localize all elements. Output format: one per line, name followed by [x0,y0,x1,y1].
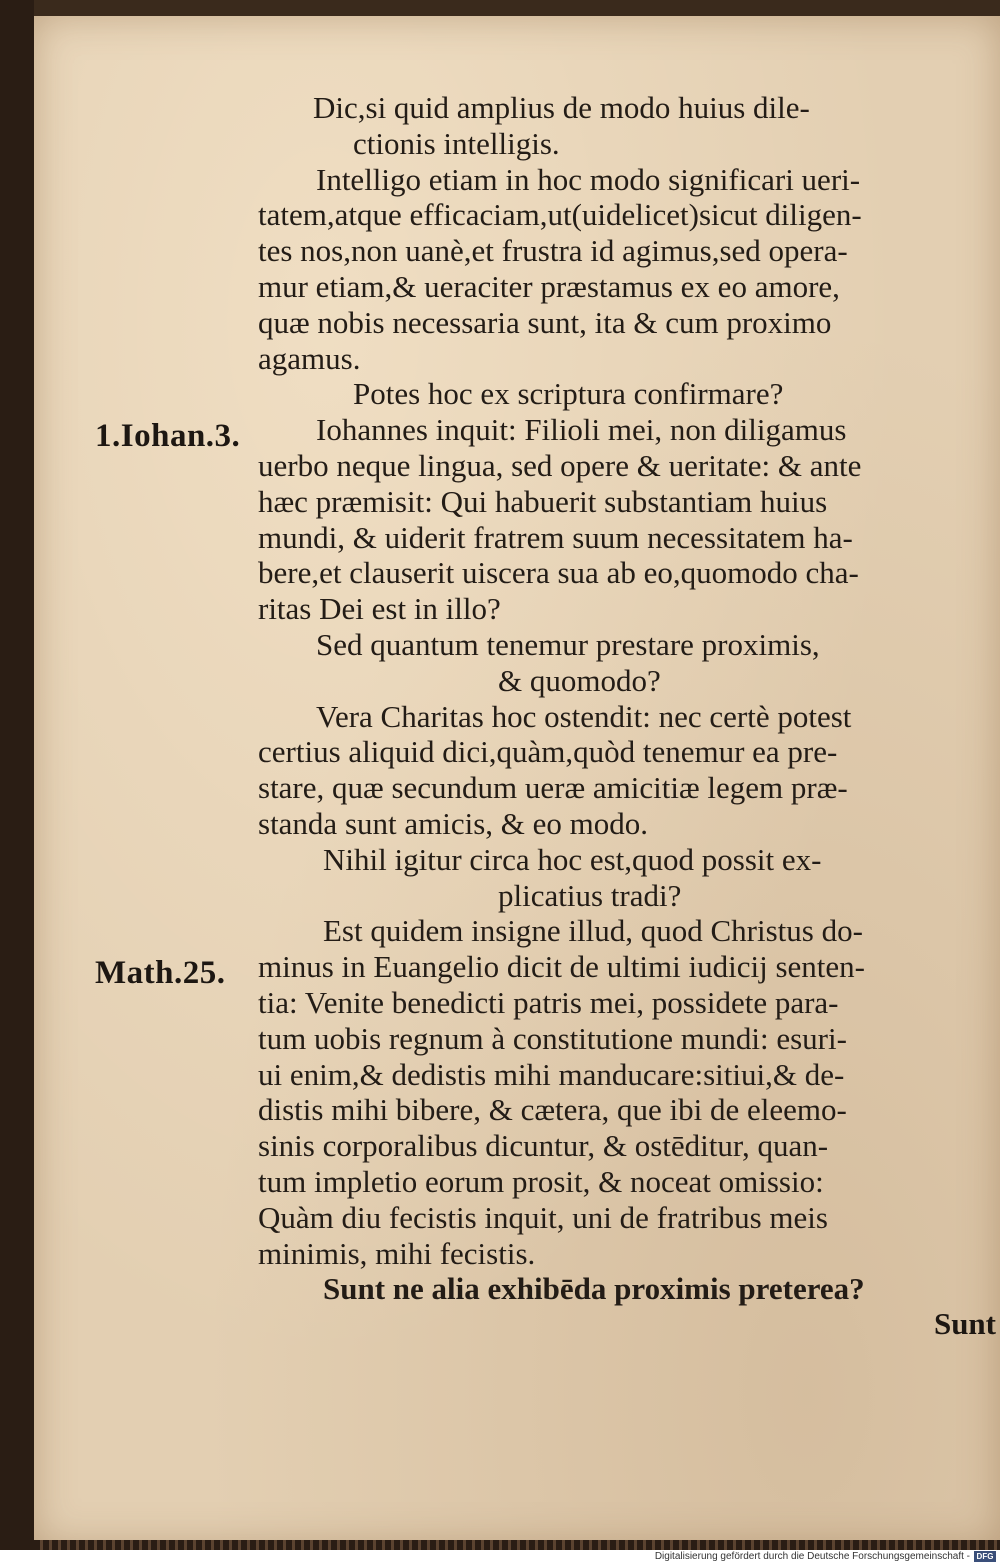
text-line: quæ nobis necessaria sunt, ita & cum proximo [258,304,832,340]
text-line: mur etiam,& ueraciter præstamus ex eo amore, [258,268,840,304]
text-line: Iohannes inquit: Filioli mei, non diligamus [316,412,847,448]
page-edge-bottom [34,1540,1000,1550]
text-line: distis mihi bibere, & cætera, que ibi de eleemo- [258,1092,847,1128]
text-line: uerbo neque lingua, sed opere & ueritate: & ante [258,447,862,483]
text-line: Vera Charitas hoc ostendit: nec certè potest [316,698,852,734]
text-line: minus in Euangelio dicit de ultimi iudicij senten- [258,949,865,985]
text-line: ctionis intelligis. [353,125,560,161]
text-line: mundi, & uiderit fratrem suum necessitatem ha- [258,519,853,555]
text-line: Nihil igitur circa hoc est,quod possit ex- [323,841,822,877]
text-line: hæc præmisit: Qui habuerit substantiam huius [258,483,828,519]
text-line: plicatius tradi? [498,877,682,913]
text-line: Sed quantum tenemur prestare proximis, [316,626,820,662]
text-line: stare, quæ secundum ueræ amicitiæ legem præ- [258,770,848,806]
margin-note-john: 1.Iohan.3. [95,418,241,454]
text-line: bere,et clauserit uiscera sua ab eo,quomodo cha- [258,555,859,591]
footer-bar [0,1550,1000,1564]
text-line: Quàm diu fecistis inquit, uni de fratribus meis [258,1199,828,1235]
text-line: tia: Venite benedicti patris mei, possidete para- [258,984,839,1020]
text-line: Sunt ne alia exhibēda proximis preterea? [323,1271,865,1307]
text-line: & quomodo? [498,662,661,698]
text-line: sinis corporalibus dicuntur, & ostēditur, quan- [258,1128,829,1164]
text-line: Est quidem insigne illud, quod Christus do- [323,913,863,949]
text-line: Potes hoc ex scriptura confirmare? [353,376,784,412]
text-line: minimis, mihi fecistis. [258,1235,536,1271]
text-line: tatem,atque efficaciam,ut(uidelicet)sicut diligen- [258,197,862,233]
margin-note-matthew: Math.25. [95,955,226,991]
text-line: Intelligo etiam in hoc modo significari ueri- [316,161,861,197]
funding-notice: Digitalisierung gefördert durch die Deutsche Forschungsgemeinschaft - [654,1551,970,1562]
text-line: tes nos,non uanè,et frustra id agimus,sed opera- [258,233,848,269]
dfg-logo-icon: DFG [974,1551,996,1562]
text-line: agamus. [258,340,361,376]
text-line: Dic,si quid amplius de modo huius dile- [313,90,810,125]
text-line: certius aliquid dici,quàm,quòd tenemur ea pre- [258,734,838,770]
text-line: standa sunt amicis, & eo modo. [258,805,649,841]
text-line: ui enim,& dedistis mihi manducare:sitiui,& de- [258,1056,845,1092]
catchword: Sunt [933,1306,996,1341]
page-text [258,90,982,1307]
text-line: tum uobis regnum à constitutione mundi: esuri- [258,1020,847,1056]
text-line: tum impletio eorum prosit, & noceat omissio: [258,1163,824,1199]
text-line: ritas Dei est in illo? [258,591,501,627]
